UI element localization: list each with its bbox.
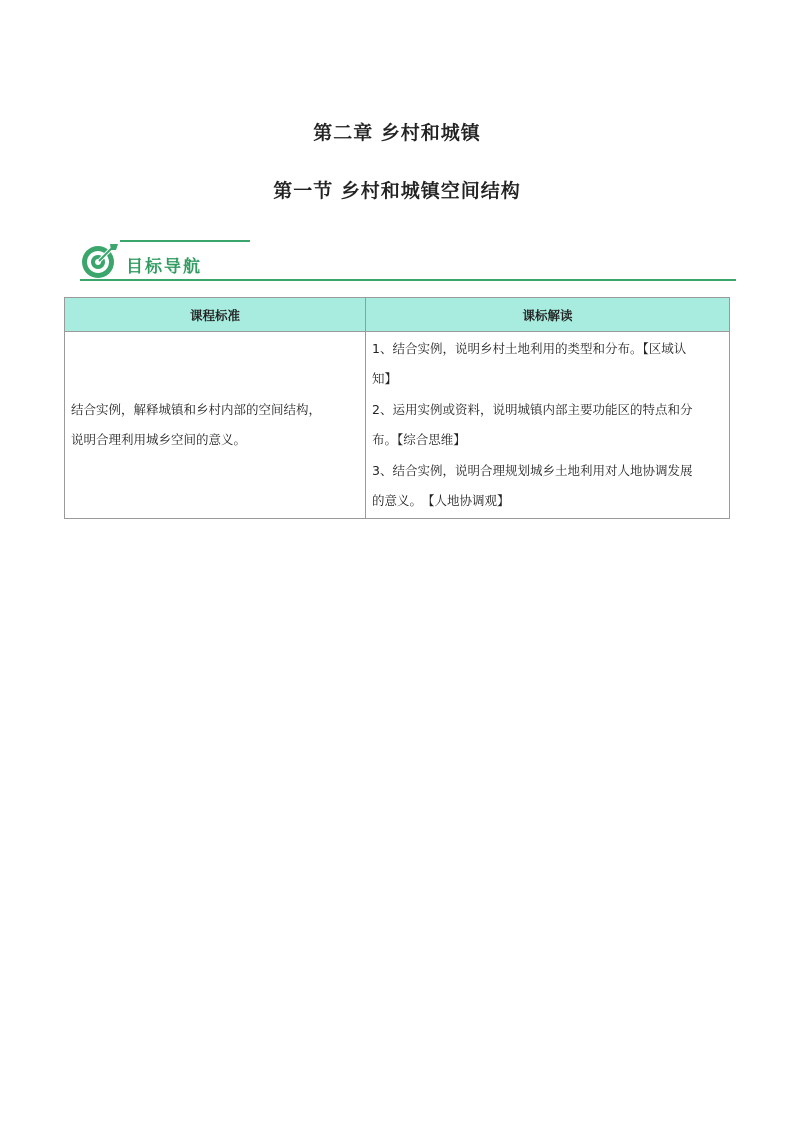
- interpretation-line: 3、结合实例，说明合理规划城乡土地利用对人地协调发展: [372, 462, 693, 478]
- interpretation-line: 的意义。 【人地协调观】: [372, 493, 510, 508]
- header-standard-interpretation: 课标解读: [366, 298, 730, 332]
- interpretation-cell: [366, 332, 730, 519]
- interpretation-line: 知】: [372, 371, 398, 386]
- banner-bottom-line: [80, 279, 736, 281]
- interpretation-line: 1、结合实例，说明乡村土地利用的类型和分布。【区域认: [372, 340, 687, 356]
- interpretation-line: 布。【综合思维】: [372, 432, 466, 447]
- course-standard-line: 说明合理利用城乡空间的意义。: [71, 432, 247, 447]
- course-standard-line: 结合实例，解释城镇和乡村内部的空间结构，: [71, 401, 322, 417]
- banner-label: 目标导航: [126, 257, 202, 277]
- header-course-standard: 课程标准: [65, 298, 366, 332]
- section-title: 第一节 乡村和城镇空间结构: [273, 180, 521, 202]
- target-arrow-icon: [80, 242, 120, 280]
- goal-navigation-banner: [80, 240, 736, 284]
- course-standard-cell: [65, 332, 366, 519]
- table-row: [65, 332, 730, 519]
- banner-top-line: [120, 240, 250, 242]
- interpretation-line: 2、运用实例或资料，说明城镇内部主要功能区的特点和分: [372, 401, 693, 417]
- chapter-title: 第二章 乡村和城镇: [313, 122, 481, 144]
- curriculum-standards-table: [64, 297, 730, 519]
- table-header-row: [65, 298, 730, 332]
